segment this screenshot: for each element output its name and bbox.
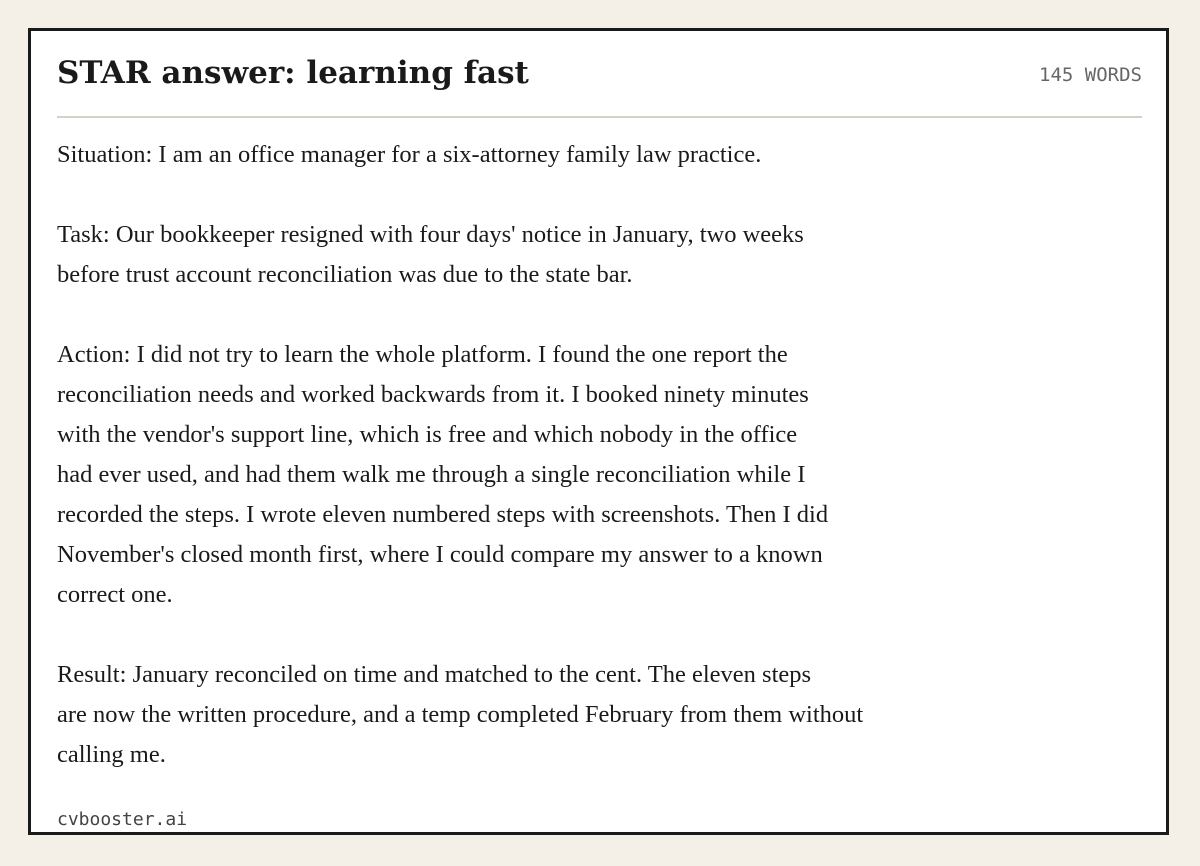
- word-count: 145 WORDS: [1039, 64, 1142, 86]
- text-line: Task: Our bookkeeper resigned with four days' notice in January, two weeks: [57, 221, 804, 248]
- text-line: Result: January reconciled on time and matched to the cent. The eleven steps: [57, 661, 812, 688]
- card-header: [57, 31, 1142, 118]
- paragraph-result: [57, 655, 1117, 775]
- text-line: reconciliation needs and worked backwards from it. I booked ninety minutes: [57, 381, 809, 408]
- text-line: Action: I did not try to learn the whole platform. I found the one report the: [57, 341, 788, 368]
- answer-body: [57, 135, 1117, 775]
- card-title: STAR answer: learning fast: [57, 55, 529, 91]
- brand-footer: cvbooster.ai: [57, 809, 188, 830]
- text-line: correct one.: [57, 581, 173, 608]
- text-line: before trust account reconciliation was due to the state bar.: [57, 261, 633, 288]
- text-line: November's closed month first, where I could compare my answer to a known: [57, 541, 823, 568]
- star-answer-card: [28, 28, 1169, 835]
- paragraph-action: [57, 335, 1117, 615]
- text-line: Situation: I am an office manager for a six-attorney family law practice.: [57, 141, 762, 168]
- text-line: recorded the steps. I wrote eleven numbered steps with screenshots. Then I did: [57, 501, 829, 528]
- text-line: had ever used, and had them walk me through a single reconciliation while I: [57, 461, 806, 488]
- text-line: with the vendor's support line, which is free and which nobody in the office: [57, 421, 798, 448]
- text-line: are now the written procedure, and a temp completed February from them without: [57, 701, 864, 728]
- text-line: calling me.: [57, 741, 166, 768]
- paragraph-task: [57, 215, 1117, 295]
- paragraph-situation: [57, 135, 1117, 175]
